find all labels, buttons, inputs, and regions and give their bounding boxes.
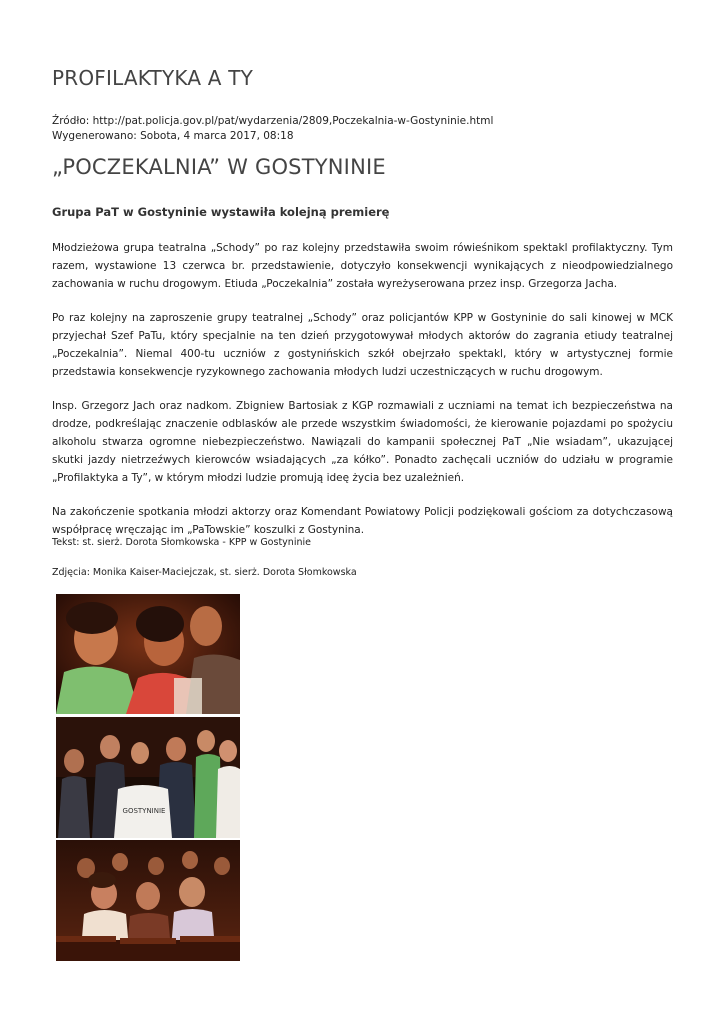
paragraph-2: Po raz kolejny na zaproszenie grupy teatralnej „Schody” oraz policjantów KPP w Gostyninie do sali kinowej w MCK przyjechał Szef PaTu, który specjalnie na ten dzień przygotowywał młodych aktorów do zagrania etiudy teatralnej „Poczekalnia”. Niemal 400-tu uczniów z gostynińskich szkół obejrzało spektakl, który w artystycznej formie przedstawia konsekwencje ryzykownego zachowania młodych ludzi uczestniczących w ruchu drogowym.	[52, 312, 673, 378]
generated-line: Wygenerowano: Sobota, 4 marca 2017, 08:18	[52, 130, 294, 142]
paragraph-1: Młodzieżowa grupa teatralna „Schody” po raz kolejny przedstawiła swoim rówieśnikom spektakl profilaktyczny. Tym razem, wystawione 13 czerwca br. przedstawienie, dotyczyło konsekwencji wynikających z nieodpowiedzialnego zachowania w ruchu drogowym. Etiuda „Poczekalnia” została wyreżyserowana przez insp. Grzegorza Jacha.	[52, 242, 673, 290]
article-lead: Grupa PaT w Gostyninie wystawiła kolejną premierę	[52, 205, 390, 219]
photo-audience-seats	[56, 840, 240, 961]
text-credit: Tekst: st. sierż. Dorota Słomkowska - KPP w Gostyninie	[52, 537, 311, 548]
paragraph-4: Na zakończenie spotkania młodzi aktorzy oraz Komendant Powiatowy Policji podziękowali gościom za dotychczasową współpracę wręczając im „PaTowskie” koszulki z Gostynina.	[52, 506, 673, 536]
photo-audience-closeup	[56, 594, 240, 714]
article-title: „POCZEKALNIA” W GOSTYNINIE	[52, 155, 386, 179]
document-meta	[52, 114, 493, 144]
photo-credit: Zdjęcia: Monika Kaiser-Maciejczak, st. sierż. Dorota Słomkowska	[52, 567, 357, 578]
shirt-text: GOSTYNINIE	[122, 807, 166, 815]
photo-group-with-shirt	[56, 717, 240, 838]
source-line: Źródło: http://pat.policja.gov.pl/pat/wydarzenia/2809,Poczekalnia-w-Gostyninie.html	[52, 115, 494, 127]
paragraph-3: Insp. Grzegorz Jach oraz nadkom. Zbigniew Bartosiak z KGP rozmawiali z uczniami na temat ich bezpieczeństwa na drodze, podkreślając znaczenie odblasków ale przede wszystkim świadomości, że kierowanie pojazdami po spożyciu alkoholu stwarza ogromne niebezpieczeństwo. Nawiązali do kampanii społecznej PaT „Nie wsiadam”, ukazującej skutki jazdy nietrzeźwych kierowców wsiadających „za kółko”. Ponadto zachęcali uczniów do udziału w programie „Profilaktyka a Ty”, w którym młodzi ludzie promują ideę życia bez uzależnień.	[52, 400, 673, 484]
site-title: PROFILAKTYKA A TY	[52, 66, 254, 90]
article-body	[52, 239, 673, 555]
